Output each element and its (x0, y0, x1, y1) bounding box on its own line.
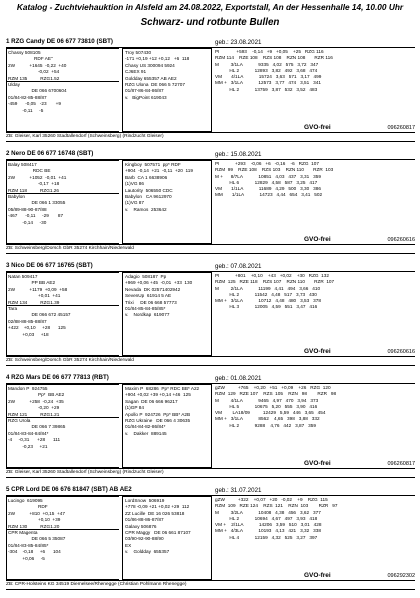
ancestor-line: Adagio 508187 Pp (125, 274, 167, 279)
breeding-value-line: M 4/1LA 9465 4,97 470 3,94 373 (215, 397, 319, 403)
ancestor-line: 03/90-92-90-88/90 (125, 536, 164, 542)
ancestor-line: Trixi DE 06 668 57773 (125, 299, 177, 305)
pedigree-line: -0,02 +54 (8, 69, 60, 75)
breeding-value-line: MM + 3/1LA 12573 3,77 474 3,51 341 (215, 80, 321, 86)
ancestor-line: Goldday 655357 AB AE2 (125, 75, 177, 81)
ancestor-line: +778 -0,09 +21 +0,02 +29 112 (125, 504, 190, 510)
breeding-value-line: HL 3 12005 4,59 551 3,47 416 (215, 304, 318, 310)
pedigree-line: +0,06 -5 (8, 555, 45, 561)
breeding-value-line: HL 2 10694 4,67 497 3,93 418 (215, 515, 318, 521)
pedigree-line: -459 -0,05 -23 +9 (8, 101, 62, 107)
pedigree-line: -0,20 +29 (8, 405, 60, 411)
ancestor-line: v. BigPoint 619043 (125, 94, 167, 100)
breeding-value-line: MM + 3/1LA 10712 4,48 480 3,53 378 (215, 298, 321, 304)
bull-entry (6, 150, 415, 262)
breeding-value-line: HL 2 11542 4,48 517 3,73 430 (215, 291, 317, 297)
entry-title-text: 1 RZG Candy DE 06 677 73810 (SBT) (6, 38, 113, 45)
pedigree-box (6, 272, 119, 356)
breeding-values (215, 384, 415, 466)
breeding-value-line: PI +801 +0,10 +43 +0,02 +30 RZG 132 (215, 273, 330, 278)
pedigree-line: 05/89-88-90-87/88 (8, 206, 47, 212)
pedigree-line: Mandon P 924755 (8, 386, 48, 391)
pedigree-line: +422 +0,10 +28 125 (8, 325, 66, 331)
pedigree-line: 01/84-83-84-84/84* (8, 430, 49, 436)
bull-entry (6, 374, 415, 486)
breeding-value-line: HL 2 12893 3,82 492 3,68 474 (215, 67, 318, 73)
pedigree-line: -0,11 -5 (8, 107, 44, 113)
pedigree-box (6, 48, 119, 132)
pedigree-box (6, 160, 119, 244)
farm-id: 096292302 (387, 573, 415, 579)
pedigree-line: DE 066 7 39865 (8, 424, 66, 430)
ancestors-box (122, 48, 212, 132)
pedigree-line: +0,10 +39 (8, 517, 61, 523)
ancestors-box (122, 160, 212, 244)
farm-id: 096260616 (387, 349, 415, 355)
pedigree-line: -0,14 -30 (8, 219, 47, 225)
pedigree-line: Lucingo 619095 (8, 498, 43, 503)
pedigree-line: 2W +258 -0,24 +35 (8, 398, 64, 404)
breeding-value-line: MM + 3/1LA 8562 4,65 398 3,88 332 (215, 416, 320, 422)
entry-title-text: 2 Nero DE 06 677 16748 (SBT) (6, 150, 94, 157)
ancestor-line: (1)VG 86 (125, 181, 145, 187)
ancestor-line: Kingboy 507571 pp* RDF (125, 162, 181, 167)
breeding-value-line: HL 6 12829 4,58 587 3,25 417 (215, 179, 318, 185)
ancestor-line: ZZ Lucille DE 16 026 53818 (125, 510, 185, 516)
bull-entry (6, 486, 415, 598)
pedigree-line: DE 066 672 45157 (8, 312, 71, 318)
gvo-badge: GVO-frei (304, 460, 331, 467)
pedigree-line: Chassy 508105 (8, 50, 41, 55)
pedigree-line: DE 066 6700604 (8, 88, 67, 94)
pedigree-line: RZM 118 RZG1.26 (8, 187, 59, 193)
ancestor-line: Apollo P 924726 Pp* BB* A2B (125, 411, 191, 417)
breeding-value-line: PI +593 -0,14 +9 +0,05 +25 RZG 116 (215, 49, 324, 54)
farm-id: 096260616 (387, 237, 415, 243)
ancestor-line: 01/86-88-86-87/87 (125, 517, 164, 523)
pedigree-line: Natan 509417 (8, 274, 38, 279)
breeding-values (215, 160, 415, 242)
pedigree-divider (7, 81, 119, 82)
pedigree-divider (7, 193, 119, 194)
pedigree-line: RZM 134 RZG1.39 (8, 299, 60, 305)
pedigree-line: 2W +1179 +0,09 +58 (8, 286, 68, 292)
birth-date: geb.: 07.08.2021 (215, 263, 262, 270)
breeding-value-line: gZW +765 +0,20 +51 +0,09 +26 RZG 120 (215, 385, 331, 390)
ancestor-line: 01/84-85-84-85/85* (125, 306, 166, 312)
entry-footer (6, 572, 415, 590)
ancestor-line: Troy 507430 (125, 50, 152, 55)
entry-footer (6, 124, 415, 142)
ancestor-line: RZG Ukraine DE 066 4 30635 (125, 418, 191, 424)
bull-entry (6, 38, 415, 150)
entry-title-text: 3 Nico DE 06 677 16765 (SBT) (6, 262, 93, 269)
gvo-badge: GVO-frei (304, 236, 331, 243)
breeding-values (215, 272, 415, 354)
pedigree-line: DE 066 1 33055 (8, 200, 66, 206)
gvo-badge: GVO-frei (304, 348, 331, 355)
pedigree-line: 01/84-82-85-88/87 (8, 94, 47, 100)
pedigree-line: -304 -0,18 +6 104 (8, 549, 61, 555)
ancestor-line: Chasy US 300094 5924 (125, 62, 175, 68)
pedigree-line: -467 -0,11 -29 87 (8, 213, 64, 219)
ancestor-line: SevenUp 61914 5 AE (125, 293, 172, 299)
ancestor-line: v. Goldday 655357 (125, 549, 170, 555)
ancestor-line: v. Nordkap 619077 (125, 312, 170, 318)
breeding-value-line: VM 1/1LA 11689 4,29 500 3,30 386 (215, 186, 321, 192)
ancestor-line: CPR Maggy DE 06 661 87107 (125, 530, 191, 536)
ancestor-line: -171 +0,19 +12 +0,12 +6 118 (125, 56, 190, 62)
ancestor-line: CJ6EX 91 (125, 69, 147, 75)
pedigree-line: -0,17 +18 (8, 181, 60, 187)
pedigree-line: Balay 508417 (8, 162, 37, 167)
pedigree-line: RZM 130 RZG1.20 (8, 523, 60, 529)
breeder-info: ZB: Schweinsberg/Dorsch GbR 35274 Kirchhain/Niederwald (6, 358, 134, 363)
pedigree-box (6, 384, 119, 468)
ancestor-line: Galaxy 506876 (125, 523, 157, 529)
catalog-header: Katalog - Zuchtviehauktion in Alsfeld am 24.08.2022, Exportstall, An der Hessenhalle 14, 10.00 Uhr (16, 2, 404, 12)
breeding-value-line: VM + 2/1LA 14206 3,59 510 3,01 428 (215, 522, 322, 528)
breeding-value-line: VM LA18/09 12429 5,59 446 3,65 454 (215, 410, 326, 416)
ancestor-line: Maxim P 68286 Pp* RDC BB* A22 (125, 386, 200, 391)
breeding-value-line: MM + 4/3LA 10193 4,13 421 3,32 338 (215, 528, 321, 534)
breeding-value-line: M 3/2LA 10408 4,38 456 3,62 377 (215, 509, 321, 515)
breeding-value-line: HL 5 10675 5,20 555 3,90 416 (215, 403, 318, 409)
breeding-value-line: VM 4/1LA 15724 3,63 571 3,17 499 (215, 74, 322, 80)
pedigree-divider (7, 529, 119, 530)
pedigree-line: 2W +1645 -0,22 +40 (8, 62, 67, 68)
pedigree-line: Babylon (8, 194, 25, 200)
pedigree-line: 2W +1052 -0,01 +41 (8, 174, 67, 180)
ancestor-line: (1)VG 87 (125, 200, 145, 206)
breeding-value-line: RZM 109 RZE 124 RZS 121 RZN 103 RZR 97 (215, 503, 338, 509)
entry-title (6, 374, 415, 384)
gvo-badge: GVO-frei (304, 124, 331, 131)
pedigree-line: RZG Urola (8, 418, 31, 424)
breeding-values (215, 48, 415, 130)
ancestor-line: v. Dakker 889145 (125, 430, 167, 436)
pedigree-box (6, 496, 119, 580)
ancestor-line: (1)GP 84 (125, 405, 144, 411)
breeding-value-line: M 2/1LA 11199 4,41 494 3,66 410 (215, 285, 321, 291)
ancestor-line: Babylon CA 9612970 (125, 194, 172, 200)
birth-date: geb.: 31.07.2021 (215, 487, 262, 494)
breeder-info: ZB: Gleiser, Karl 35260 Stadtallendorf (Schweinsberg) (Rindzucht Gleiser) (6, 470, 164, 475)
entry-title-text: 4 RZG Mars DE 06 677 77813 (RBT) (6, 374, 109, 381)
birth-date: geb.: 15.08.2021 (215, 151, 262, 158)
pedigree-line: 2W +810 +0,15 +47 (8, 510, 65, 516)
pedigree-line: Pp* BB AE2 (8, 392, 65, 398)
farm-id: 096260817 (387, 461, 415, 467)
pedigree-line: RDC BE (8, 168, 51, 174)
pedigree-line: 01/84-83-85-84/85* (8, 542, 49, 548)
breeder-info: ZB: Gleiser, Karl 35260 Stadtallendorf (Schweinsberg) (Rindzucht Gleiser) (6, 134, 164, 139)
pedigree-line: RZM 135 RZG1.52 (8, 75, 60, 81)
breeding-value-line: gZW +322 +0,07 +20 -0,02 +9 RZG 115 (215, 497, 328, 502)
pedigree-line: CPR Magenta (8, 530, 38, 536)
pedigree-divider (7, 417, 119, 418)
breeding-value-line: M 3/1LA 9335 4,02 575 3,72 347 (215, 61, 319, 67)
pedigree-line: +0,01 +41 (8, 293, 61, 299)
ancestors-box (122, 384, 212, 468)
bull-entry (6, 262, 415, 374)
pedigree-line: DE 066 5 35087 (8, 536, 66, 542)
birth-date: geb.: 01.08.2021 (215, 375, 262, 382)
pedigree-divider (7, 305, 119, 306)
breeding-values (215, 496, 415, 578)
pedigree-line: Tara (8, 306, 18, 312)
entry-title (6, 150, 415, 160)
ancestor-line: v. Ramos 253642 (125, 206, 167, 212)
breeding-value-line: RZM 125 RZE 118 RZS 107 RZN 110 RZR 107 (215, 279, 335, 285)
pedigree-line: Ulday (8, 82, 20, 88)
breeding-value-line: M + 8/7LA 10851 4,03 437 3,31 359 (215, 173, 321, 179)
breeding-value-line: HL 4 12159 4,32 525 3,27 397 (215, 534, 318, 540)
entry-footer (6, 460, 415, 478)
ancestor-line: Nevada DK 02571402942 (125, 286, 181, 292)
ancestors-box (122, 272, 212, 356)
breeding-value-line: RZM 129 RZE 107 RZS 105 RZN 98 RZR 98 (215, 391, 337, 397)
entry-title (6, 262, 415, 272)
ancestors-box (122, 496, 212, 580)
ancestor-line: Lautority 506550 CDC (125, 187, 173, 193)
breeding-value-line: MM 1/1LA 14723 4,44 654 3,41 502 (215, 192, 323, 198)
entry-title-text: 5 CPR Lord DE 06 676 81847 (SBT) AB AE2 (6, 486, 132, 493)
pedigree-line: PP BB AE2 (8, 280, 56, 286)
breeding-value-line: HL 2 13759 3,87 532 3,52 483 (215, 86, 318, 92)
breeding-value-line: RZM 99 RZE 108 RZS 103 RZN 110 RZR 103 (215, 167, 334, 173)
birth-date: geb.: 23.08.2021 (215, 39, 262, 46)
gvo-badge: GVO-frei (304, 572, 331, 579)
pedigree-line: -4 -0,31 +28 111 (8, 437, 61, 443)
pedigree-line: RDF (8, 504, 48, 510)
breeding-value-line: HL 2 9288 4,76 442 3,87 359 (215, 422, 316, 428)
catalog-subtitle: Schwarz- und rotbunte Bullen (140, 17, 280, 28)
ancestor-line: RZG Ulona DE 066 5 72707 (125, 82, 185, 88)
ancestor-line: LordSnow 506919 (125, 498, 165, 503)
ancestor-line: +969 +0,06 +45 -0,01 +33 130 (125, 280, 193, 286)
farm-id: 096260817 (387, 125, 415, 131)
breeder-info: ZB: CPR-Holsteins KG 34519 Diemelsee/Rhenegge (Christian Pohlmann Rhenegge) (6, 582, 187, 587)
pedigree-line: -0,23 +21 (8, 443, 48, 449)
breeding-value-line: PI +293 -0,06 +6 -0,16 -6 RZG 107 (215, 161, 319, 166)
breeding-value-line: RZM 114 RZE 108 RZS 108 RZN 108 RZR 116 (215, 55, 333, 61)
ancestor-line: 01/84-84-82-86/84* (125, 424, 166, 430)
entry-title (6, 38, 415, 48)
ancestor-line: 01/87-86-84-86/87 (125, 88, 164, 94)
ancestor-line: EX (125, 542, 132, 548)
entry-footer (6, 348, 415, 366)
pedigree-line: +0,03 +18 (8, 331, 49, 337)
ancestor-line: Sagan DE 06 666 96217 (125, 398, 178, 404)
pedigree-line: 02/88-88-85-88/87 (8, 318, 47, 324)
ancestor-line: +904 -0,14 +21 -0,11 +20 119 (125, 168, 193, 174)
ancestor-line: Barb CA 1 6638906 (125, 174, 168, 180)
entry-title (6, 486, 415, 496)
pedigree-line: RZM 121 RZG1.21 (8, 411, 60, 417)
pedigree-line: RDF AE" (8, 56, 53, 62)
breeder-info: ZB: Schweinsberg/Dorsch GbR 35274 Kirchhain/Niederwald (6, 246, 134, 251)
entry-footer (6, 236, 415, 254)
ancestor-line: +904 +0,02 +39 +0,14 +46 125 (125, 392, 191, 398)
